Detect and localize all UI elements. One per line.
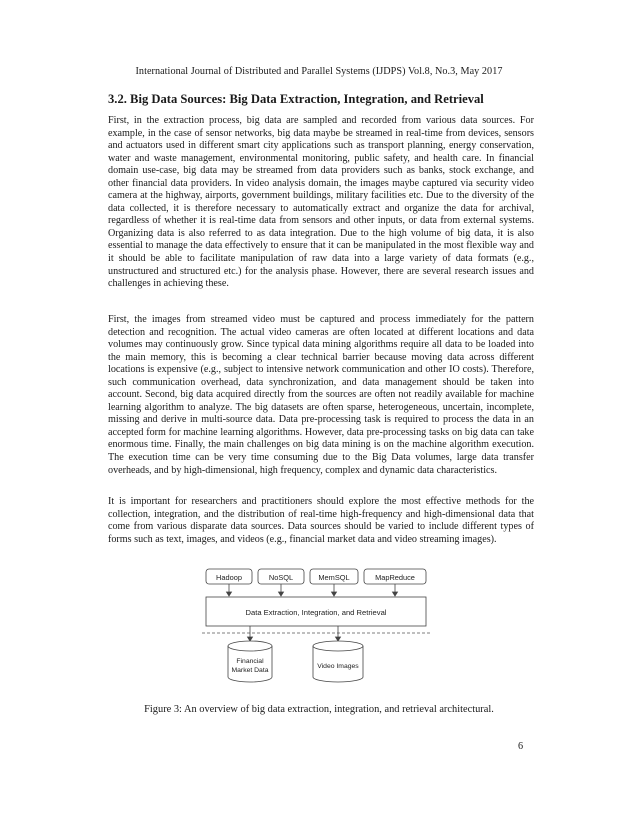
source-arrows — [248, 626, 341, 641]
figure-caption: Figure 3: An overview of big data extraction, integration, and retrieval architectural. — [144, 704, 494, 715]
tool-label-mapreduce: MapReduce — [375, 573, 415, 582]
section-heading: 3.2. Big Data Sources: Big Data Extraction, Integration, and Retrieval — [108, 92, 484, 106]
architecture-figure — [200, 563, 440, 691]
database-icon-video — [313, 641, 363, 682]
source-label-financial-line1: Financial — [236, 658, 264, 665]
body-paragraph-1: First, in the extraction process, big data are sampled and recorded from various data sources. For example, in the case of sensor networks, big data maybe be streamed in real-time from devices, sensors and actuators used in different smart city applications such as transport planning, energy conservation, water and waste management, environmental monitoring, public safety, and health care. In financial domain use-case, big data may be streamed from data providers such as banks, stock exchange, and other financial data providers. In video analysis domain, the images maybe captured via security video camera at the highway, airports, government buildings, military facilities etc. Due to the diversity of the data collected, it is therefore necessary to automatically extract and organize the data for archival, regardless of whether it is real-time data from sensors and other inputs, or data from external systems. Organizing data is also referred to as data integration. Due to the high volume of big data, it is also essential to manage the data effectively to ensure that it can be manipulated in the most flexible way and it should be able to facilitate manipulation of raw data into a large variety of data formats (e.g., unstructured and structured etc.) for the analysis phase. However, there are several research issues and challenges in achieving these. — [108, 115, 534, 290]
source-label-financial-line2: Market Data — [231, 667, 269, 674]
page-number: 6 — [518, 741, 524, 752]
running-header: International Journal of Distributed and Parallel Systems (IJDPS) Vol.8, No.3, May 2017 — [135, 66, 503, 77]
tool-label-nosql: NoSQL — [268, 573, 294, 582]
process-label: Data Extraction, Integration, and Retrieval — [245, 608, 387, 617]
body-paragraph-3: It is important for researchers and practitioners should explore the most effective methods for the collection, integration, and the distribution of real-time high-frequency and high-dimensional data that come from various disparate data sources. Data sources should be varied to include different types of forms such as text, images, and videos (e.g., financial market data and video streaming images). — [108, 496, 534, 545]
source-label-video: Video Images — [317, 663, 359, 670]
tool-arrows — [227, 584, 398, 596]
body-paragraph-2: First, the images from streamed video must be captured and process immediately for the pattern detection and recognition. The actual video cameras are often located at different locations and data volumes may continuously grow. Since typical data mining algorithms require all data to be loaded into the main memory, this is becoming a clear technical barrier because moving data across different locations is expensive (e.g., subject to intensive network communication and other IO costs). Therefore, such communication overhead, data synchronization, and data management should be taken into account. Second, big data acquired directly from the sources are often not readily available for machine learning algorithm to analyze. The big datasets are often sparse, heterogeneous, uncertain, incomplete, missing and derive in multi-source data. Data pre-processing task is required to process the data in an accepted form for machine learning algorithms. However, data pre-processing tasks on big data can take enormous time. Finally, the main challenges on big data mining is on the machine algorithm execution. The execution time can be very time consuming due to the Big Data volumes, large data transfer overheads, and by high-dimensional, high frequency, complex and dynamic data characteristics. — [108, 314, 534, 476]
architecture-diagram — [200, 563, 440, 691]
tool-label-memsql: MemSQL — [318, 573, 350, 582]
tool-label-hadoop: Hadoop — [216, 573, 242, 582]
